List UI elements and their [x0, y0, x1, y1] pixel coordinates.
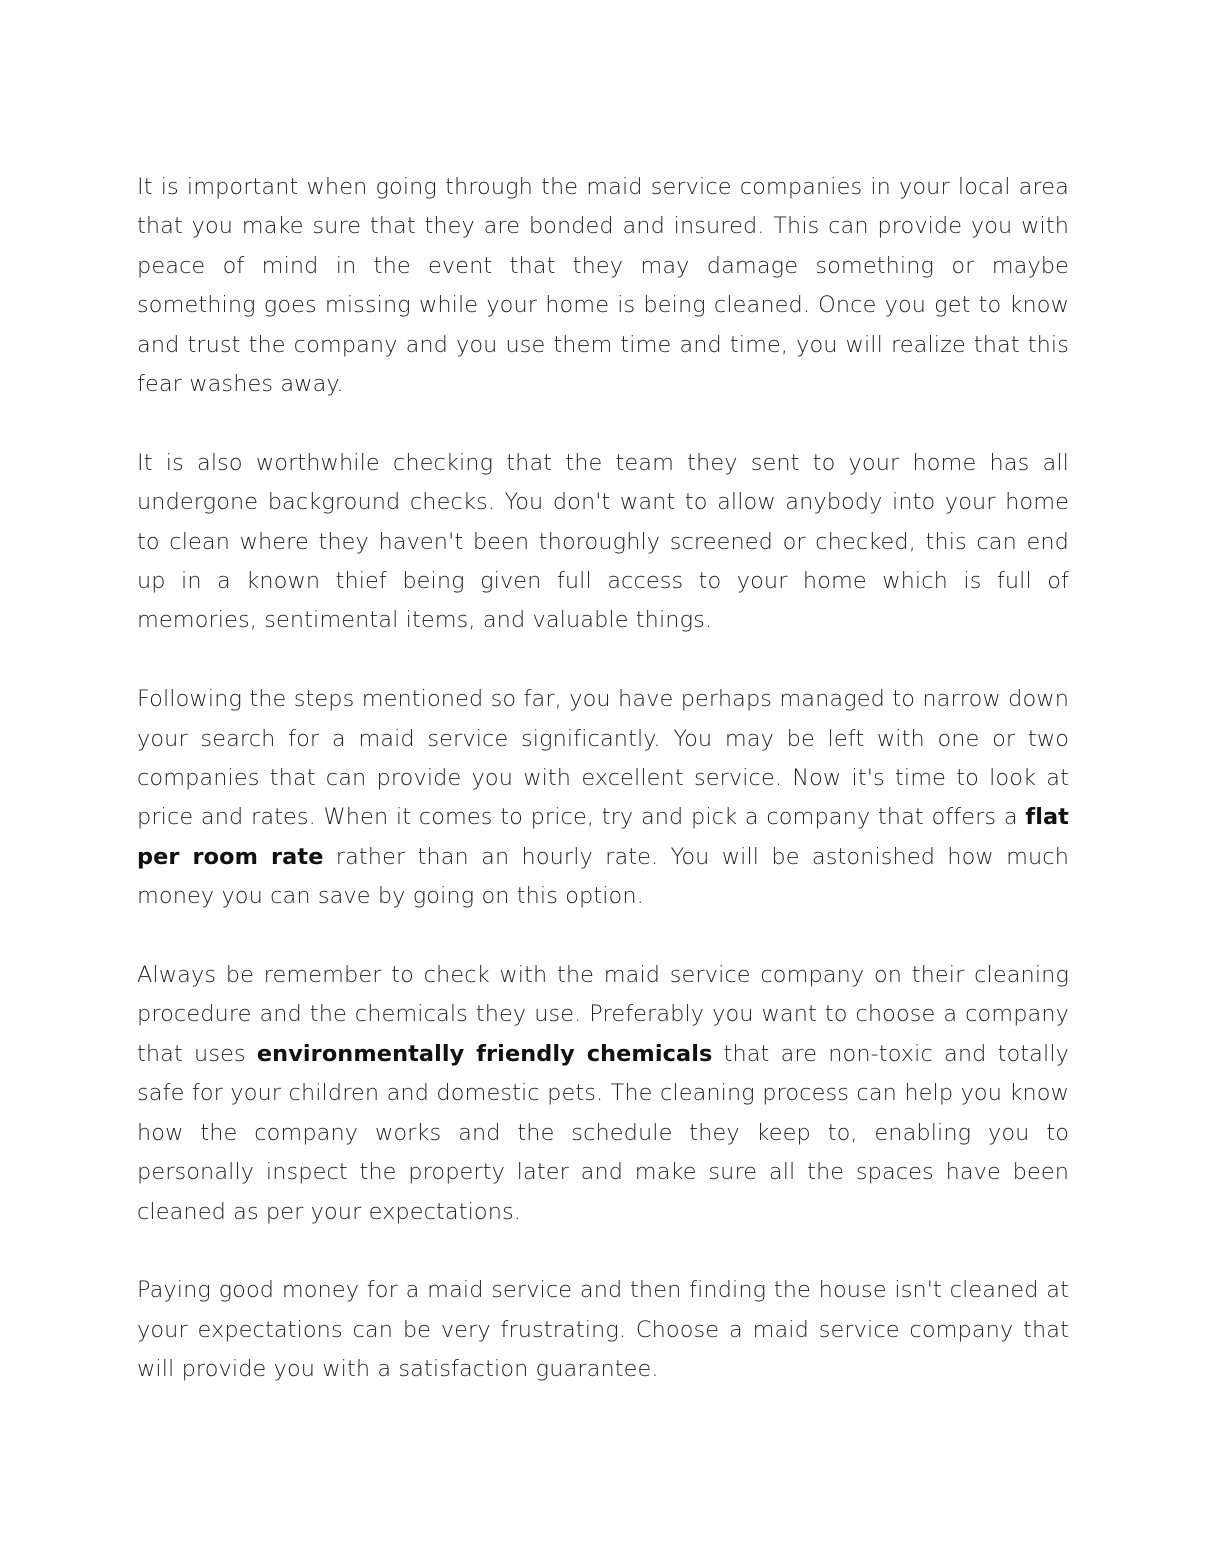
paragraph-text: Paying good money for a maid service and then finding the house isn't cleaned at your expectations can be very frustrating. Choose a maid service company that will provide you with a satisfaction guarantee. [137, 1277, 1069, 1383]
paragraph-text: rather than an hourly rate. You will be astonished how much money you can save by going on this option. [137, 843, 1070, 910]
paragraph-text: It is important when going through the maid service companies in your local area that you make sure that they are bonded and insured. This can provide you with peace of mind in the event that they may damage something or maybe something goes missing while your home is being cleaned. Once you get to know and trust the company and you use them time and time, you will realize that this fear washes away. [137, 174, 1069, 398]
paragraph-text: Always be remember to check with the maid service company on their cleaning procedure and the chemicals they use. Preferably you want to choose a company that uses [137, 962, 1069, 1067]
paragraph-satisfaction-guarantee [137, 1271, 1069, 1389]
paragraph-text: Following the steps mentioned so far, you have perhaps managed to narrow down your search for a maid service significantly. You may be left with one or two companies that can provide you with excellent service. Now it's time to look at price and rates. When it comes to price, try and pick a company that offers a [137, 686, 1069, 831]
paragraph-price-rates [137, 680, 1069, 916]
paragraph-text: that are non-toxic and totally safe for your children and domestic pets. The cleaning process can help you know how the company works and the schedule they keep to, enabling you to personally inspect the property later and make sure all the spaces have been cleaned as per your expectations. [137, 1040, 1069, 1225]
paragraph-text: It is also worthwhile checking that the team they sent to your home has all undergone background checks. You don't want to allow anybody into your home to clean where they haven't been thoroughly screened or checked, this can end up in a known thief being given full access to your home which is full of memories, sentimental items, and valuable things. [137, 449, 1069, 634]
paragraph-bonded-insured [137, 168, 1069, 404]
paragraph-cleaning-procedure [137, 956, 1069, 1232]
document-body [137, 168, 1069, 1429]
bold-phrase-flat-rate: flat per room rate [137, 804, 1069, 870]
paragraph-background-checks [137, 444, 1069, 641]
bold-phrase-chemicals: environmentally friendly chemicals [256, 1040, 713, 1067]
